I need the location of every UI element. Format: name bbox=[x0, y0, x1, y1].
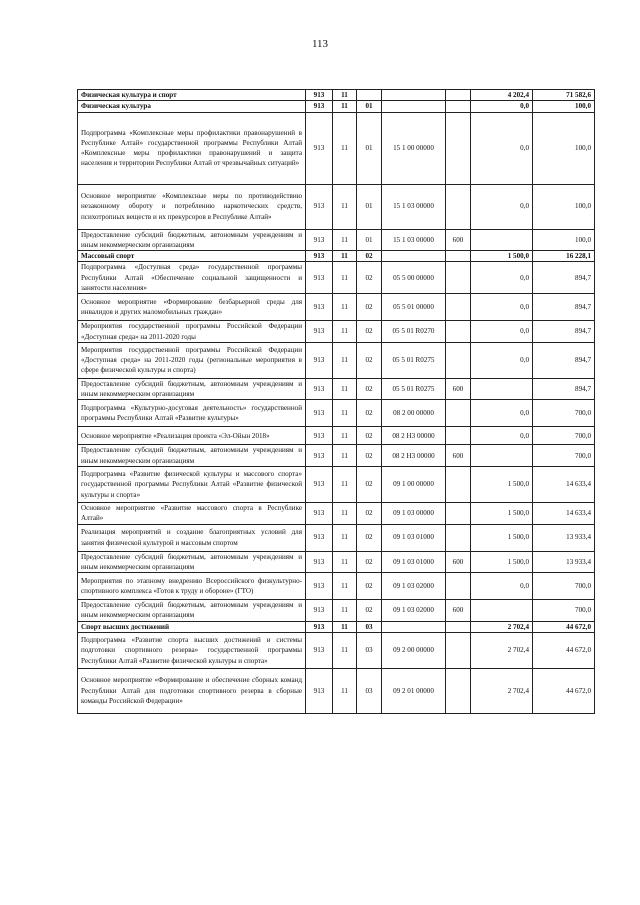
ministry-code: 913 bbox=[306, 668, 333, 713]
section-code: 11 bbox=[333, 621, 357, 632]
amount-year-1: 1 500,0 bbox=[471, 502, 533, 524]
target-article: 09 2 01 00000 bbox=[382, 668, 446, 713]
target-article: 05 5 01 R0270 bbox=[382, 321, 446, 343]
row-name: Мероприятия по этапному внедрению Всероссийского физкультурно-спортивного комплекса «Готов к труду и обороне» (ГТО) bbox=[78, 573, 306, 600]
expense-kind: 600 bbox=[446, 378, 471, 400]
ministry-code: 913 bbox=[306, 551, 333, 573]
amount-year-1: 2 702,4 bbox=[471, 668, 533, 713]
amount-year-1: 1 500,0 bbox=[471, 524, 533, 551]
row-name: Предоставление субсидий бюджетным, автономным учреждениям и иным некоммерческим организациям bbox=[78, 229, 306, 251]
table-row bbox=[78, 668, 595, 713]
row-name: Предоставление субсидий бюджетным, автономным учреждениям и иным некоммерческим организациям bbox=[78, 600, 306, 622]
amount-year-1 bbox=[471, 600, 533, 622]
ministry-code: 913 bbox=[306, 632, 333, 668]
subsection-code: 02 bbox=[357, 342, 382, 378]
ministry-code: 913 bbox=[306, 445, 333, 467]
ministry-code: 913 bbox=[306, 112, 333, 184]
ministry-code: 913 bbox=[306, 378, 333, 400]
table-row bbox=[78, 632, 595, 668]
ministry-code: 913 bbox=[306, 101, 333, 112]
table-row bbox=[78, 321, 595, 343]
row-name: Основное мероприятие «Реализация проекта «Эл-Ойын 2018» bbox=[78, 427, 306, 445]
section-code: 11 bbox=[333, 321, 357, 343]
ministry-code: 913 bbox=[306, 184, 333, 229]
expense-kind bbox=[446, 251, 471, 262]
amount-year-1: 0,0 bbox=[471, 400, 533, 427]
target-article: 09 1 03 02000 bbox=[382, 600, 446, 622]
ministry-code: 913 bbox=[306, 262, 333, 294]
target-article: 05 5 01 R0275 bbox=[382, 342, 446, 378]
table-row bbox=[78, 466, 595, 502]
target-article: 15 1 03 00000 bbox=[382, 229, 446, 251]
table-row bbox=[78, 294, 595, 321]
target-article bbox=[382, 90, 446, 101]
row-name: Подпрограмма «Развитие физической культуры и массового спорта» государственной программы Республики Алтай «Развитие физической культуры и спорта» bbox=[78, 466, 306, 502]
ministry-code: 913 bbox=[306, 342, 333, 378]
row-name: Массовый спорт bbox=[78, 251, 306, 262]
expense-kind bbox=[446, 502, 471, 524]
section-code: 11 bbox=[333, 466, 357, 502]
budget-table bbox=[77, 89, 595, 714]
table-row bbox=[78, 600, 595, 622]
subsection-code: 01 bbox=[357, 184, 382, 229]
amount-year-2: 700,0 bbox=[533, 600, 595, 622]
target-article bbox=[382, 101, 446, 112]
amount-year-1: 0,0 bbox=[471, 112, 533, 184]
ministry-code: 913 bbox=[306, 90, 333, 101]
table-row bbox=[78, 551, 595, 573]
expense-kind: 600 bbox=[446, 600, 471, 622]
amount-year-1: 0,0 bbox=[471, 184, 533, 229]
row-name: Мероприятия государственной программы Российской Федерации «Доступная среда» на 2011-2020 годы bbox=[78, 321, 306, 343]
section-code: 11 bbox=[333, 524, 357, 551]
expense-kind bbox=[446, 262, 471, 294]
section-code: 11 bbox=[333, 229, 357, 251]
budget-table-body bbox=[78, 90, 595, 714]
expense-kind bbox=[446, 668, 471, 713]
row-name: Предоставление субсидий бюджетным, автономным учреждениям и иным некоммерческим организациям bbox=[78, 378, 306, 400]
expense-kind bbox=[446, 632, 471, 668]
row-name: Подпрограмма «Комплексные меры профилактики правонарушений в Республике Алтай» государственной программы Республики Алтай «Комплексные меры профилактики правонарушений и защита населения и территории Республики Алтай от чрезвычайных ситуаций» bbox=[78, 112, 306, 184]
expense-kind bbox=[446, 427, 471, 445]
amount-year-2: 100,0 bbox=[533, 229, 595, 251]
section-code: 11 bbox=[333, 294, 357, 321]
amount-year-1: 0,0 bbox=[471, 573, 533, 600]
ministry-code: 913 bbox=[306, 294, 333, 321]
row-name: Подпрограмма «Культурно-досуговая деятельность» государственной программы Республики Алтай «Развитие культуры» bbox=[78, 400, 306, 427]
amount-year-1 bbox=[471, 445, 533, 467]
row-name: Физическая культура bbox=[78, 101, 306, 112]
subsection-code: 02 bbox=[357, 551, 382, 573]
amount-year-2: 700,0 bbox=[533, 573, 595, 600]
subsection-code: 02 bbox=[357, 427, 382, 445]
amount-year-1: 0,0 bbox=[471, 321, 533, 343]
subsection-code: 01 bbox=[357, 112, 382, 184]
subsection-code: 02 bbox=[357, 600, 382, 622]
ministry-code: 913 bbox=[306, 573, 333, 600]
table-row bbox=[78, 184, 595, 229]
expense-kind bbox=[446, 112, 471, 184]
amount-year-1: 0,0 bbox=[471, 342, 533, 378]
section-code: 11 bbox=[333, 90, 357, 101]
subsection-code: 02 bbox=[357, 378, 382, 400]
section-code: 11 bbox=[333, 251, 357, 262]
table-row bbox=[78, 90, 595, 101]
row-name: Основное мероприятие «Формирование безбарьерной среды для инвалидов и других маломобильных граждан» bbox=[78, 294, 306, 321]
amount-year-1: 0,0 bbox=[471, 427, 533, 445]
expense-kind: 600 bbox=[446, 551, 471, 573]
section-code: 11 bbox=[333, 112, 357, 184]
amount-year-1: 0,0 bbox=[471, 294, 533, 321]
subsection-code: 03 bbox=[357, 668, 382, 713]
ministry-code: 913 bbox=[306, 600, 333, 622]
amount-year-2: 100,0 bbox=[533, 112, 595, 184]
amount-year-2: 44 672,0 bbox=[533, 632, 595, 668]
amount-year-2: 700,0 bbox=[533, 400, 595, 427]
amount-year-2: 894,7 bbox=[533, 321, 595, 343]
subsection-code: 02 bbox=[357, 573, 382, 600]
row-name: Основное мероприятие «Комплексные меры по противодействию незаконному обороту и потреблению наркотических средств, психотропных веществ и их прекурсоров в Республике Алтай» bbox=[78, 184, 306, 229]
subsection-code: 02 bbox=[357, 251, 382, 262]
amount-year-2: 700,0 bbox=[533, 445, 595, 467]
section-code: 11 bbox=[333, 101, 357, 112]
subsection-code: 02 bbox=[357, 445, 382, 467]
subsection-code: 01 bbox=[357, 229, 382, 251]
section-code: 11 bbox=[333, 427, 357, 445]
amount-year-2: 14 633,4 bbox=[533, 466, 595, 502]
table-row bbox=[78, 621, 595, 632]
subsection-code: 03 bbox=[357, 632, 382, 668]
expense-kind bbox=[446, 573, 471, 600]
expense-kind bbox=[446, 524, 471, 551]
row-name: Основное мероприятие «Развитие массового спорта в Республике Алтай» bbox=[78, 502, 306, 524]
expense-kind bbox=[446, 466, 471, 502]
section-code: 11 bbox=[333, 378, 357, 400]
target-article: 08 2 Н3 00000 bbox=[382, 427, 446, 445]
expense-kind bbox=[446, 294, 471, 321]
row-name: Предоставление субсидий бюджетным, автономным учреждениям и иным некоммерческим организациям bbox=[78, 551, 306, 573]
target-article: 15 1 03 00000 bbox=[382, 184, 446, 229]
target-article: 08 2 00 00000 bbox=[382, 400, 446, 427]
table-row bbox=[78, 502, 595, 524]
ministry-code: 913 bbox=[306, 427, 333, 445]
section-code: 11 bbox=[333, 551, 357, 573]
amount-year-2: 100,0 bbox=[533, 101, 595, 112]
row-name: Спорт высших достижений bbox=[78, 621, 306, 632]
ministry-code: 913 bbox=[306, 502, 333, 524]
amount-year-1: 2 702,4 bbox=[471, 632, 533, 668]
amount-year-1: 0,0 bbox=[471, 101, 533, 112]
table-row bbox=[78, 445, 595, 467]
expense-kind bbox=[446, 400, 471, 427]
amount-year-1 bbox=[471, 378, 533, 400]
row-name: Предоставление субсидий бюджетным, автономным учреждениям и иным некоммерческим организациям bbox=[78, 445, 306, 467]
row-name: Мероприятия государственной программы Российской Федерации «Доступная среда» на 2011-2020 годы (региональные мероприятия в сфере физической культуры и спорта) bbox=[78, 342, 306, 378]
section-code: 11 bbox=[333, 668, 357, 713]
amount-year-2: 894,7 bbox=[533, 378, 595, 400]
ministry-code: 913 bbox=[306, 229, 333, 251]
amount-year-1: 1 500,0 bbox=[471, 251, 533, 262]
amount-year-1: 1 500,0 bbox=[471, 466, 533, 502]
section-code: 11 bbox=[333, 400, 357, 427]
table-row bbox=[78, 400, 595, 427]
amount-year-2: 700,0 bbox=[533, 427, 595, 445]
target-article: 09 1 03 01000 bbox=[382, 524, 446, 551]
row-name: Подпрограмма «Развитие спорта высших достижений и системы подготовки спортивного резерва» государственной программы Республики Алтай «Развитие физической культуры и спорта» bbox=[78, 632, 306, 668]
amount-year-2: 894,7 bbox=[533, 342, 595, 378]
table-row bbox=[78, 524, 595, 551]
target-article: 09 1 00 00000 bbox=[382, 466, 446, 502]
expense-kind bbox=[446, 621, 471, 632]
amount-year-1: 1 500,0 bbox=[471, 551, 533, 573]
row-name: Основное мероприятие «Формирование и обеспечение сборных команд Республики Алтай для подготовки спортивного резерва в сборные команды Российской Федерации» bbox=[78, 668, 306, 713]
section-code: 11 bbox=[333, 262, 357, 294]
subsection-code: 02 bbox=[357, 524, 382, 551]
section-code: 11 bbox=[333, 573, 357, 600]
amount-year-1 bbox=[471, 229, 533, 251]
subsection-code: 02 bbox=[357, 321, 382, 343]
table-row bbox=[78, 112, 595, 184]
target-article: 05 5 01 R0275 bbox=[382, 378, 446, 400]
page-number: 113 bbox=[311, 38, 329, 50]
target-article: 09 2 00 00000 bbox=[382, 632, 446, 668]
subsection-code: 02 bbox=[357, 502, 382, 524]
row-name: Физическая культура и спорт bbox=[78, 90, 306, 101]
target-article bbox=[382, 621, 446, 632]
target-article: 09 1 03 01000 bbox=[382, 551, 446, 573]
section-code: 11 bbox=[333, 445, 357, 467]
expense-kind: 600 bbox=[446, 445, 471, 467]
target-article: 09 1 03 02000 bbox=[382, 573, 446, 600]
table-row bbox=[78, 262, 595, 294]
amount-year-2: 13 933,4 bbox=[533, 551, 595, 573]
table-row bbox=[78, 378, 595, 400]
ministry-code: 913 bbox=[306, 321, 333, 343]
table-row bbox=[78, 427, 595, 445]
expense-kind bbox=[446, 321, 471, 343]
section-code: 11 bbox=[333, 600, 357, 622]
subsection-code: 02 bbox=[357, 262, 382, 294]
amount-year-2: 71 582,6 bbox=[533, 90, 595, 101]
ministry-code: 913 bbox=[306, 524, 333, 551]
ministry-code: 913 bbox=[306, 400, 333, 427]
ministry-code: 913 bbox=[306, 466, 333, 502]
table-row bbox=[78, 573, 595, 600]
subsection-code: 02 bbox=[357, 294, 382, 321]
section-code: 11 bbox=[333, 502, 357, 524]
section-code: 11 bbox=[333, 184, 357, 229]
amount-year-1: 0,0 bbox=[471, 262, 533, 294]
amount-year-2: 44 672,0 bbox=[533, 668, 595, 713]
amount-year-2: 894,7 bbox=[533, 294, 595, 321]
amount-year-1: 2 702,4 bbox=[471, 621, 533, 632]
subsection-code bbox=[357, 90, 382, 101]
expense-kind bbox=[446, 342, 471, 378]
table-row bbox=[78, 101, 595, 112]
subsection-code: 02 bbox=[357, 466, 382, 502]
target-article: 05 5 01 00000 bbox=[382, 294, 446, 321]
target-article: 09 1 03 00000 bbox=[382, 502, 446, 524]
subsection-code: 03 bbox=[357, 621, 382, 632]
section-code: 11 bbox=[333, 632, 357, 668]
ministry-code: 913 bbox=[306, 251, 333, 262]
amount-year-2: 894,7 bbox=[533, 262, 595, 294]
table-row bbox=[78, 229, 595, 251]
amount-year-2: 100,0 bbox=[533, 184, 595, 229]
target-article: 15 1 00 00000 bbox=[382, 112, 446, 184]
row-name: Подпрограмма «Доступная среда» государственной программы Республики Алтай «Обеспечение социальной защищенности и занятости населения» bbox=[78, 262, 306, 294]
target-article: 08 2 Н3 00000 bbox=[382, 445, 446, 467]
ministry-code: 913 bbox=[306, 621, 333, 632]
amount-year-1: 4 202,4 bbox=[471, 90, 533, 101]
subsection-code: 02 bbox=[357, 400, 382, 427]
amount-year-2: 16 228,1 bbox=[533, 251, 595, 262]
amount-year-2: 13 933,4 bbox=[533, 524, 595, 551]
table-row bbox=[78, 342, 595, 378]
subsection-code: 01 bbox=[357, 101, 382, 112]
target-article: 05 5 00 00000 bbox=[382, 262, 446, 294]
amount-year-2: 44 672,0 bbox=[533, 621, 595, 632]
amount-year-2: 14 633,4 bbox=[533, 502, 595, 524]
expense-kind: 600 bbox=[446, 229, 471, 251]
row-name: Реализация мероприятий и создание благоприятных условий для занятия физической культурой и массовым спортом bbox=[78, 524, 306, 551]
expense-kind bbox=[446, 101, 471, 112]
table-row bbox=[78, 251, 595, 262]
target-article bbox=[382, 251, 446, 262]
section-code: 11 bbox=[333, 342, 357, 378]
expense-kind bbox=[446, 184, 471, 229]
expense-kind bbox=[446, 90, 471, 101]
